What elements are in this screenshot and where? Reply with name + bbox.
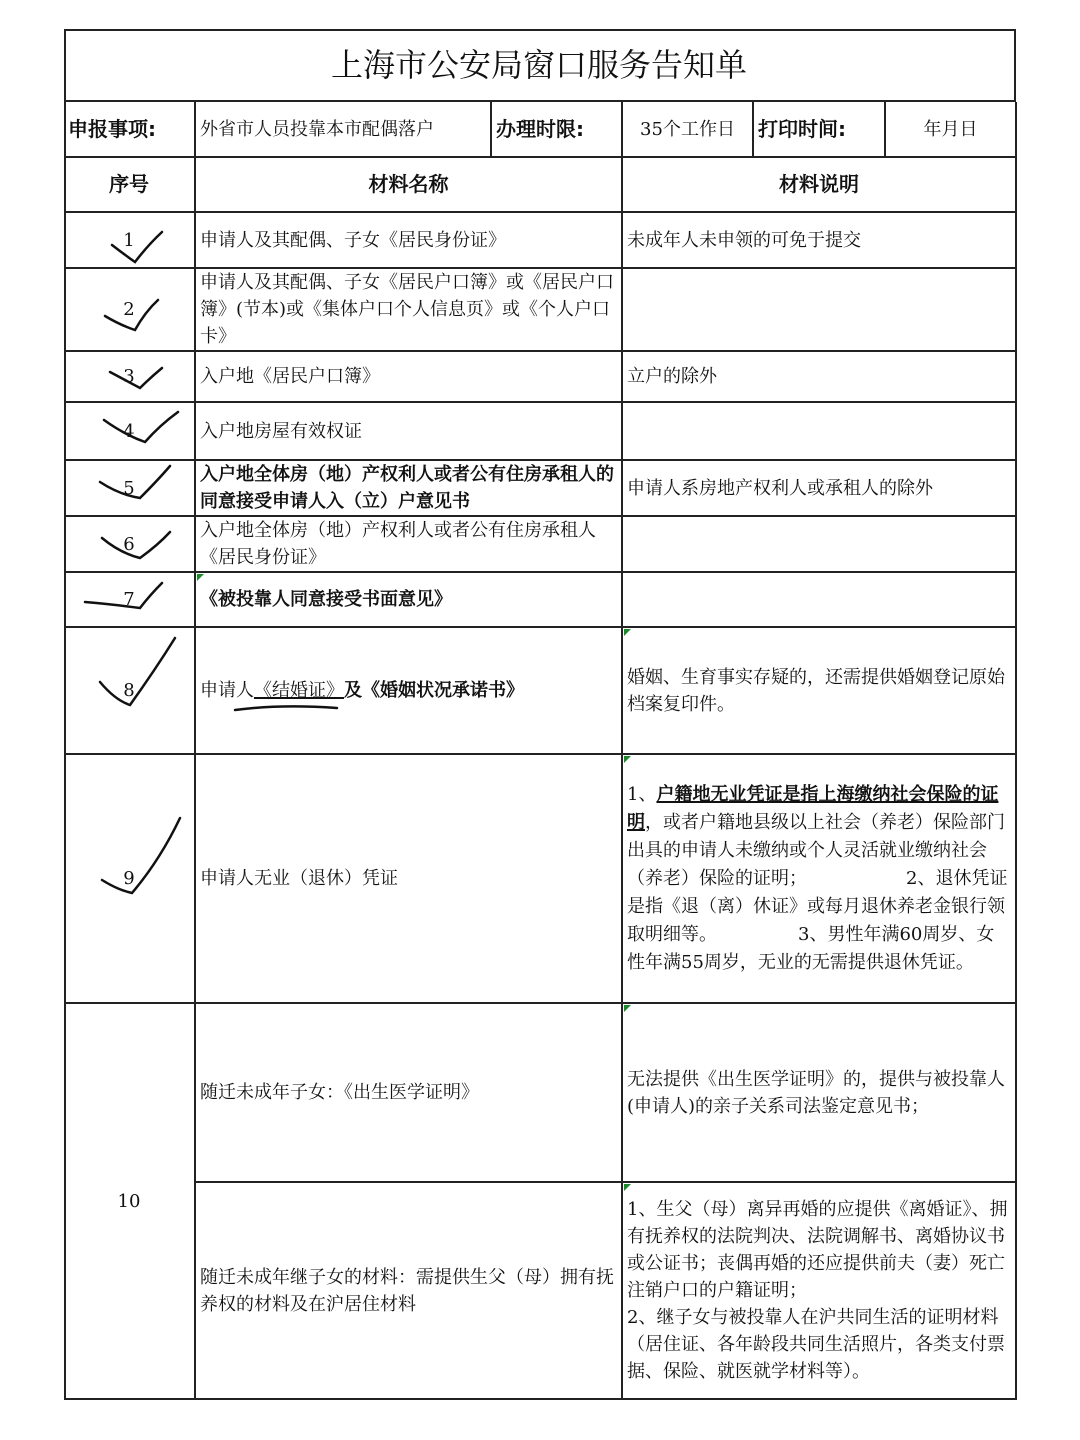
row-9-desc-a: 1、 bbox=[627, 783, 657, 805]
row-10b-desc-1: 1、生父（母）离异再婚的应提供《离婚证》、拥有抚养权的法院判决、法院调解书、离婚协议书或公证书；丧偶再婚的还应提供前夫（妻）死亡注销户口的户籍证明； bbox=[627, 1199, 1008, 1301]
row-9-no: 9 bbox=[64, 755, 196, 1004]
row-7-name: 《被投靠人同意接受书面意见》 bbox=[196, 573, 623, 628]
form-title: 上海市公安局窗口服务告知单 bbox=[64, 30, 1016, 102]
row-8-desc: 婚姻、生育事实存疑的，还需提供婚姻登记原始档案复印件。 bbox=[623, 628, 1017, 755]
row-1-name: 申请人及其配偶、子女《居民身份证》 bbox=[196, 213, 623, 269]
row-8-name bbox=[196, 628, 623, 755]
row-3-desc: 立户的除外 bbox=[623, 352, 1017, 403]
row-10b-desc-2: 2、继子女与被投靠人在沪共同生活的证明材料（居住证、各年龄段共同生活照片，各类支付票据、保险、就医就学材料等）。 bbox=[627, 1307, 1005, 1382]
row-3-name: 入户地《居民户口簿》 bbox=[196, 352, 623, 403]
row-10-no: 10 bbox=[64, 1004, 196, 1400]
print-label: 打印时间: bbox=[754, 102, 886, 158]
row-4-name: 入户地房屋有效权证 bbox=[196, 403, 623, 461]
cell-comment-marker bbox=[624, 629, 631, 636]
row-9-desc-c: ，或者户籍地县级以上社会（养老）保险部门出具的申请人未缴纳或个人灵活就业缴纳社会（养老）保险的证明； 2、退休凭证是指《退（离）休证》或每月退休养老金银行领取明细等。 3、男性年满60周岁、女性年满55周岁，无业的无需提供退休凭证。 bbox=[627, 811, 1008, 973]
row-6-no: 6 bbox=[64, 517, 196, 573]
cell-comment-marker bbox=[197, 574, 204, 581]
row-5-name: 入户地全体房（地）产权利人或者公有住房承租人的同意接受申请人入（立）户意见书 bbox=[196, 461, 623, 517]
col-header-no: 序号 bbox=[64, 158, 196, 213]
row-7-desc bbox=[623, 573, 1017, 628]
row-3-no: 3 bbox=[64, 352, 196, 403]
limit-label: 办理时限: bbox=[492, 102, 623, 158]
print-value: 年月日 bbox=[886, 102, 1017, 158]
row-10-desc: 无法提供《出生医学证明》的，提供与被投靠人(申请人)的亲子关系司法鉴定意见书； bbox=[623, 1004, 1017, 1183]
cell-comment-marker bbox=[624, 756, 631, 763]
cell-comment-marker bbox=[624, 1184, 631, 1191]
item-label: 申报事项: bbox=[64, 102, 196, 158]
row-2-name: 申请人及其配偶、子女《居民户口簿》或《居民户口簿》(节本)或《集体户口个人信息页》或《个人户口卡》 bbox=[196, 269, 623, 352]
row-9-desc bbox=[623, 755, 1017, 1004]
row-6-desc bbox=[623, 517, 1017, 573]
limit-value: 35个工作日 bbox=[623, 102, 754, 158]
row-1-desc: 未成年人未申领的可免于提交 bbox=[623, 213, 1017, 269]
row-10b-desc bbox=[623, 1183, 1017, 1400]
row-2-no: 2 bbox=[64, 269, 196, 352]
row-10b-name: 随迁未成年继子女的材料：需提供生父（母）拥有抚养权的材料及在沪居住材料 bbox=[196, 1183, 623, 1400]
row-6-name: 入户地全体房（地）产权利人或者公有住房承租人《居民身份证》 bbox=[196, 517, 623, 573]
row-7-no: 7 bbox=[64, 573, 196, 628]
row-8-name-c: 及《婚姻状况承诺书》 bbox=[344, 680, 524, 701]
row-5-no: 5 bbox=[64, 461, 196, 517]
row-1-no: 1 bbox=[64, 213, 196, 269]
col-header-desc: 材料说明 bbox=[623, 158, 1017, 213]
row-4-desc bbox=[623, 403, 1017, 461]
row-9-name: 申请人无业（退休）凭证 bbox=[196, 755, 623, 1004]
row-2-desc bbox=[623, 269, 1017, 352]
row-10-name: 随迁未成年子女：《出生医学证明》 bbox=[196, 1004, 623, 1183]
row-8-no: 8 bbox=[64, 628, 196, 755]
row-4-no: 4 bbox=[64, 403, 196, 461]
item-value: 外省市人员投靠本市配偶落户 bbox=[196, 102, 492, 158]
row-9-desc-b: 户籍地无业凭证是指上海缴纳社会保险的证明 bbox=[627, 783, 999, 833]
col-header-name: 材料名称 bbox=[196, 158, 623, 213]
cell-comment-marker bbox=[624, 1005, 631, 1012]
row-8-name-b: 《结婚证》 bbox=[254, 680, 344, 701]
row-5-desc: 申请人系房地产权利人或承租人的除外 bbox=[623, 461, 1017, 517]
row-8-name-a: 申请人 bbox=[200, 680, 254, 701]
